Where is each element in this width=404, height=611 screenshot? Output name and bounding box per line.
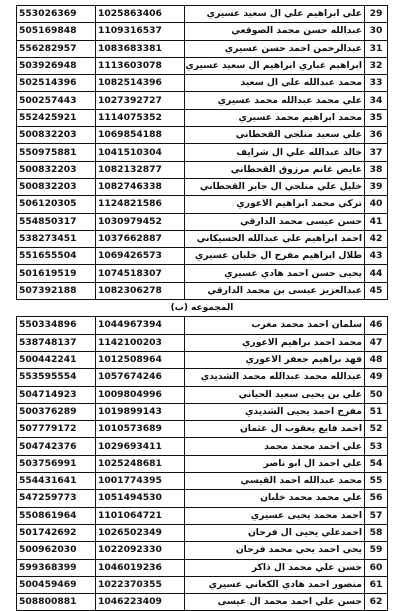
account-number-cell: 500832203 — [17, 161, 96, 178]
account-number-cell: 547259773 — [17, 490, 96, 507]
row-number-cell: 45 — [365, 282, 388, 299]
id-number-cell: 1057674246 — [96, 369, 185, 386]
table-row — [17, 282, 388, 299]
name-cell: حسن علي محمد ال ذاكر — [185, 559, 365, 576]
row-number-cell: 37 — [365, 144, 388, 161]
row-number-cell: 53 — [365, 438, 388, 455]
table-row — [17, 386, 388, 403]
group-a-rows — [17, 6, 388, 300]
account-number-cell: 552425921 — [17, 109, 96, 126]
account-number-cell: 554850317 — [17, 213, 96, 230]
name-cell: احمد ابراهيم علي عبدالله الحسيكاني — [185, 230, 365, 247]
account-number-cell: 551655504 — [17, 248, 96, 265]
row-number-cell: 55 — [365, 473, 388, 490]
table-row — [17, 248, 388, 265]
id-number-cell: 1069426573 — [96, 248, 185, 265]
id-number-cell: 1001774395 — [96, 473, 185, 490]
id-number-cell: 1027392727 — [96, 92, 185, 109]
row-number-cell: 38 — [365, 161, 388, 178]
table-row — [17, 196, 388, 213]
row-number-cell: 35 — [365, 109, 388, 126]
row-number-cell: 59 — [365, 542, 388, 559]
row-number-cell: 42 — [365, 230, 388, 247]
id-number-cell: 1082132877 — [96, 161, 185, 178]
account-number-cell: 556282957 — [17, 40, 96, 57]
account-number-cell: 550334896 — [17, 317, 96, 334]
account-number-cell: 508800881 — [17, 594, 96, 611]
id-number-cell: 1037662887 — [96, 230, 185, 247]
table-row — [17, 421, 388, 438]
row-number-cell: 41 — [365, 213, 388, 230]
row-number-cell: 40 — [365, 196, 388, 213]
id-number-cell: 1113603078 — [96, 57, 185, 74]
name-cell: مفرح احمد يحيى الشديدي — [185, 403, 365, 420]
id-number-cell: 1044967394 — [96, 317, 185, 334]
table-row — [17, 455, 388, 472]
name-cell: تركي محمد ابراهيم الاعوري — [185, 196, 365, 213]
names-table — [16, 5, 388, 611]
row-number-cell: 61 — [365, 576, 388, 593]
name-cell: ابراهيم غباري ابراهيم ال سعيد عسيري — [185, 57, 365, 74]
name-cell: يحي احمد يحي محمد فرحان — [185, 542, 365, 559]
id-number-cell: 1012508964 — [96, 351, 185, 368]
table-row — [17, 403, 388, 420]
id-number-cell: 1029693411 — [96, 438, 185, 455]
id-number-cell: 1022370355 — [96, 576, 185, 593]
name-cell: محمد احمد براهيم الاعوري — [185, 334, 365, 351]
id-number-cell: 1101064721 — [96, 507, 185, 524]
table-row — [17, 542, 388, 559]
row-number-cell: 30 — [365, 23, 388, 40]
account-number-cell: 554431641 — [17, 473, 96, 490]
name-cell: سلمان احمد محمد مغرب — [185, 317, 365, 334]
name-cell: عبدالرحمن احمد حسن عسيري — [185, 40, 365, 57]
row-number-cell: 49 — [365, 369, 388, 386]
account-number-cell: 553595554 — [17, 369, 96, 386]
name-cell: حسن علي احمد محمد ال عيسى — [185, 594, 365, 611]
name-cell: عايض غانم مرزوق القحطاني — [185, 161, 365, 178]
row-number-cell: 54 — [365, 455, 388, 472]
table-row — [17, 576, 388, 593]
name-cell: علي احمد محمد محمد — [185, 438, 365, 455]
id-number-cell: 1142100203 — [96, 334, 185, 351]
id-number-cell: 1025863406 — [96, 6, 185, 23]
account-number-cell: 503756991 — [17, 455, 96, 472]
id-number-cell: 1046019236 — [96, 559, 185, 576]
row-number-cell: 58 — [365, 524, 388, 541]
name-cell: علي ابراهيم علي ال سعيد عسيري — [185, 6, 365, 23]
row-number-cell: 44 — [365, 265, 388, 282]
table-row — [17, 213, 388, 230]
id-number-cell: 1026502349 — [96, 524, 185, 541]
row-number-cell: 57 — [365, 507, 388, 524]
row-number-cell: 34 — [365, 92, 388, 109]
id-number-cell: 1025248681 — [96, 455, 185, 472]
account-number-cell: 501742692 — [17, 524, 96, 541]
group-b-header — [17, 300, 388, 317]
id-number-cell: 1083683381 — [96, 40, 185, 57]
row-number-cell: 46 — [365, 317, 388, 334]
row-number-cell: 43 — [365, 248, 388, 265]
row-number-cell: 47 — [365, 334, 388, 351]
table-row — [17, 473, 388, 490]
table-row — [17, 490, 388, 507]
table-row — [17, 40, 388, 57]
account-number-cell: 500442241 — [17, 351, 96, 368]
row-number-cell: 62 — [365, 594, 388, 611]
row-number-cell: 52 — [365, 421, 388, 438]
account-number-cell: 550861964 — [17, 507, 96, 524]
row-number-cell: 36 — [365, 127, 388, 144]
name-cell: محمد عبدالله علي ال سعيد — [185, 75, 365, 92]
row-number-cell: 39 — [365, 178, 388, 195]
name-cell: فهد براهيم جعفر الاعوري — [185, 351, 365, 368]
id-number-cell: 1114075352 — [96, 109, 185, 126]
row-number-cell: 48 — [365, 351, 388, 368]
account-number-cell: 599368399 — [17, 559, 96, 576]
table-row — [17, 334, 388, 351]
name-cell: حسن عيسى محمد الدارقي — [185, 213, 365, 230]
account-number-cell: 538273451 — [17, 230, 96, 247]
name-cell: علي بن يحيى سعيد الحياني — [185, 386, 365, 403]
id-number-cell: 1082746338 — [96, 178, 185, 195]
account-number-cell: 501619519 — [17, 265, 96, 282]
account-number-cell: 500459469 — [17, 576, 96, 593]
table-row — [17, 559, 388, 576]
account-number-cell: 500832203 — [17, 178, 96, 195]
id-number-cell: 1022092330 — [96, 542, 185, 559]
row-number-cell: 56 — [365, 490, 388, 507]
group-b-rows — [17, 317, 388, 611]
name-cell: احمد فايع يعقوب ال عثمان — [185, 421, 365, 438]
table-row — [17, 23, 388, 40]
id-number-cell: 1041510304 — [96, 144, 185, 161]
table-row — [17, 144, 388, 161]
table-row — [17, 438, 388, 455]
account-number-cell: 507779172 — [17, 421, 96, 438]
table-row — [17, 57, 388, 74]
id-number-cell: 1046223409 — [96, 594, 185, 611]
name-cell: احمدعلي يحيى ال فرحان — [185, 524, 365, 541]
table-row — [17, 507, 388, 524]
id-number-cell: 1030979452 — [96, 213, 185, 230]
name-cell: احمد محمد يحيى عسيري — [185, 507, 365, 524]
id-number-cell: 1124821586 — [96, 196, 185, 213]
id-number-cell: 1082306278 — [96, 282, 185, 299]
account-number-cell: 500376289 — [17, 403, 96, 420]
name-cell: يحيى حسن احمد هادي عسيري — [185, 265, 365, 282]
name-cell: علي محمد عبدالله محمد عسيري — [185, 92, 365, 109]
table-row — [17, 109, 388, 126]
name-cell: خالد عبدالله علي ال شرايف — [185, 144, 365, 161]
account-number-cell: 507392188 — [17, 282, 96, 299]
table-row — [17, 594, 388, 611]
table-row — [17, 75, 388, 92]
account-number-cell: 553026369 — [17, 6, 96, 23]
name-cell: علي سعيد منلحي القحطاني — [185, 127, 365, 144]
name-cell: خليل علي منلحي ال جابر القحطاني — [185, 178, 365, 195]
table-row — [17, 524, 388, 541]
table-row — [17, 230, 388, 247]
row-number-cell: 31 — [365, 40, 388, 57]
row-number-cell: 33 — [365, 75, 388, 92]
table-row — [17, 161, 388, 178]
group-b-title: المجموعه (ب) — [17, 300, 388, 317]
group-b-title-row — [17, 300, 388, 317]
id-number-cell: 1109316537 — [96, 23, 185, 40]
account-number-cell: 503926948 — [17, 57, 96, 74]
table-row — [17, 127, 388, 144]
account-number-cell: 505169848 — [17, 23, 96, 40]
id-number-cell: 1074518307 — [96, 265, 185, 282]
name-cell: محمد ابراهيم محمد عسيري — [185, 109, 365, 126]
id-number-cell: 1010573689 — [96, 421, 185, 438]
table-row — [17, 317, 388, 334]
row-number-cell: 29 — [365, 6, 388, 23]
name-cell: محمد عبدالله احمد القيسي — [185, 473, 365, 490]
row-number-cell: 60 — [365, 559, 388, 576]
id-number-cell: 1009804996 — [96, 386, 185, 403]
account-number-cell: 504714923 — [17, 386, 96, 403]
account-number-cell: 538748137 — [17, 334, 96, 351]
row-number-cell: 50 — [365, 386, 388, 403]
account-number-cell: 500962030 — [17, 542, 96, 559]
table-row — [17, 178, 388, 195]
name-cell: عبدالعزيز عيسى بن محمد الدارقي — [185, 282, 365, 299]
table-row — [17, 351, 388, 368]
account-number-cell: 502514396 — [17, 75, 96, 92]
table-row — [17, 265, 388, 282]
account-number-cell: 550975881 — [17, 144, 96, 161]
id-number-cell: 1082514396 — [96, 75, 185, 92]
name-cell: عبدالله محمد عبدالله محمد الشديدي — [185, 369, 365, 386]
id-number-cell: 1019899143 — [96, 403, 185, 420]
id-number-cell: 1051494530 — [96, 490, 185, 507]
name-cell: علي احمد ال ابو ناصر — [185, 455, 365, 472]
table-row — [17, 92, 388, 109]
account-number-cell: 500832203 — [17, 127, 96, 144]
account-number-cell: 500257443 — [17, 92, 96, 109]
name-cell: منصور احمد هادي الكعاني عسيري — [185, 576, 365, 593]
table-row — [17, 369, 388, 386]
row-number-cell: 51 — [365, 403, 388, 420]
name-cell: علي محمد محمد خلبان — [185, 490, 365, 507]
row-number-cell: 32 — [365, 57, 388, 74]
table-row — [17, 6, 388, 23]
account-number-cell: 504742376 — [17, 438, 96, 455]
name-cell: طلال ابراهيم مفرح ال خلبان عسيري — [185, 248, 365, 265]
name-cell: عبدالله حسن محمد الصوقعي — [185, 23, 365, 40]
id-number-cell: 1069854188 — [96, 127, 185, 144]
account-number-cell: 506120305 — [17, 196, 96, 213]
